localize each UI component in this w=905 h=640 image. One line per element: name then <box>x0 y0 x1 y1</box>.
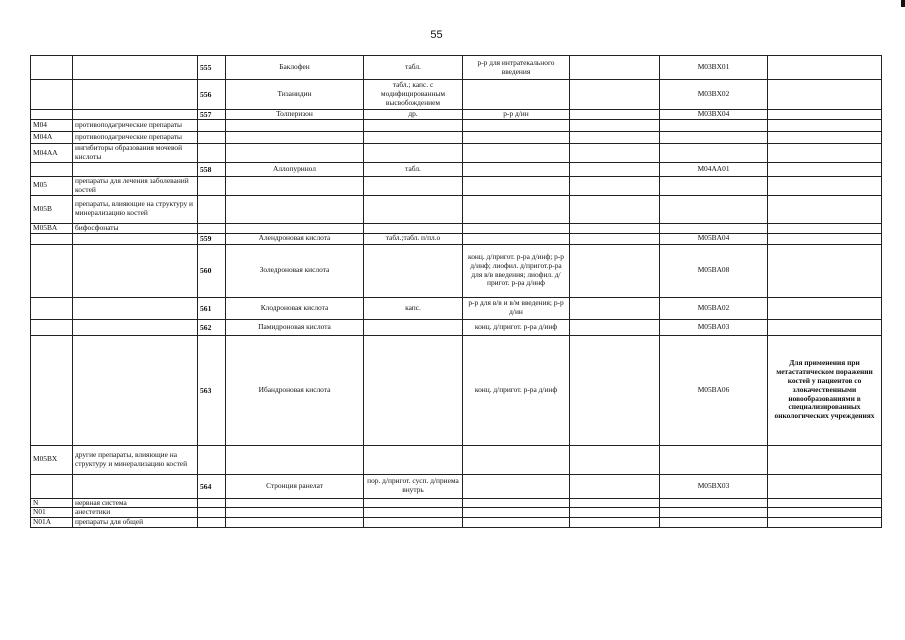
dosage-form-cell <box>364 195 463 223</box>
table-row <box>31 445 882 474</box>
drug-registry-table <box>30 55 882 528</box>
empty-cell <box>570 319 660 335</box>
dosage-form-cell: др. <box>364 110 463 120</box>
dosage-form-extra-cell <box>463 508 570 518</box>
atc-code-cell <box>31 56 73 80</box>
note-cell <box>768 508 882 518</box>
atc-group-name-cell: ингибиторы образования мочевой кислоты <box>73 144 198 163</box>
atc-group-name-cell <box>73 110 198 120</box>
row-number-cell <box>198 498 226 508</box>
note-cell <box>768 162 882 176</box>
empty-cell <box>570 56 660 80</box>
dosage-form-cell <box>364 508 463 518</box>
dosage-form-cell <box>364 120 463 132</box>
row-number-cell <box>198 223 226 233</box>
dosage-form-extra-cell: р-р для в/в и в/м введения; р-р д/ин <box>463 297 570 319</box>
row-number-cell <box>198 195 226 223</box>
atc-drug-code-cell <box>660 176 768 195</box>
empty-cell <box>570 445 660 474</box>
empty-cell <box>570 474 660 498</box>
table-row <box>31 498 882 508</box>
note-cell <box>768 110 882 120</box>
drug-name-cell: Ибандроновая кислота <box>226 335 364 445</box>
note-cell: Для применения при метастатическом поражении костей у пациентов со злокачественными новообразованиями в специализированных онкологических учреждениях <box>768 335 882 445</box>
row-number-cell: 559 <box>198 233 226 244</box>
atc-drug-code-cell <box>660 132 768 144</box>
empty-cell <box>570 110 660 120</box>
empty-cell <box>570 244 660 297</box>
note-cell <box>768 223 882 233</box>
table-row <box>31 518 882 528</box>
atc-code-cell <box>31 162 73 176</box>
dosage-form-cell <box>364 518 463 528</box>
empty-cell <box>570 132 660 144</box>
atc-group-name-cell: анестетики <box>73 508 198 518</box>
atc-drug-code-cell <box>660 518 768 528</box>
row-number-cell: 561 <box>198 297 226 319</box>
dosage-form-extra-cell <box>463 498 570 508</box>
atc-code-cell <box>31 233 73 244</box>
dosage-form-extra-cell <box>463 120 570 132</box>
empty-cell <box>570 144 660 163</box>
drug-name-cell <box>226 176 364 195</box>
atc-group-name-cell <box>73 244 198 297</box>
row-number-cell <box>198 144 226 163</box>
dosage-form-extra-cell <box>463 132 570 144</box>
drug-name-cell: Алендроновая кислота <box>226 233 364 244</box>
dosage-form-extra-cell <box>463 445 570 474</box>
drug-name-cell: Стронция ранелат <box>226 474 364 498</box>
dosage-form-extra-cell: р-р д/ин <box>463 110 570 120</box>
drug-name-cell <box>226 132 364 144</box>
atc-group-name-cell <box>73 319 198 335</box>
atc-group-name-cell: нервная система <box>73 498 198 508</box>
note-cell <box>768 132 882 144</box>
table-row <box>31 319 882 335</box>
dosage-form-extra-cell: конц. д/пригот. р-ра д/инф <box>463 319 570 335</box>
atc-group-name-cell <box>73 474 198 498</box>
dosage-form-cell <box>364 445 463 474</box>
table-row <box>31 297 882 319</box>
dosage-form-cell: табл.; капс. с модифицированным высвобождением <box>364 80 463 110</box>
row-number-cell: 558 <box>198 162 226 176</box>
atc-code-cell <box>31 335 73 445</box>
note-cell <box>768 195 882 223</box>
atc-group-name-cell: другие препараты, влияющие на структуру и минерализацию костей <box>73 445 198 474</box>
drug-name-cell: Памидроновая кислота <box>226 319 364 335</box>
atc-code-cell <box>31 80 73 110</box>
note-cell <box>768 297 882 319</box>
dosage-form-extra-cell <box>463 144 570 163</box>
atc-drug-code-cell <box>660 195 768 223</box>
empty-cell <box>570 195 660 223</box>
dosage-form-cell: табл. <box>364 56 463 80</box>
atc-drug-code-cell: M05BA03 <box>660 319 768 335</box>
row-number-cell <box>198 120 226 132</box>
atc-group-name-cell <box>73 335 198 445</box>
row-number-cell: 563 <box>198 335 226 445</box>
empty-cell <box>570 80 660 110</box>
atc-group-name-cell <box>73 80 198 110</box>
atc-drug-code-cell <box>660 498 768 508</box>
note-cell <box>768 56 882 80</box>
atc-code-cell: M05 <box>31 176 73 195</box>
empty-cell <box>570 233 660 244</box>
empty-cell <box>570 120 660 132</box>
dosage-form-extra-cell: р-р для интратекального введения <box>463 56 570 80</box>
corner-mark <box>901 0 905 7</box>
dosage-form-cell <box>364 132 463 144</box>
atc-code-cell: N01 <box>31 508 73 518</box>
empty-cell <box>570 498 660 508</box>
atc-drug-code-cell <box>660 223 768 233</box>
atc-code-cell: M04A <box>31 132 73 144</box>
note-cell <box>768 144 882 163</box>
dosage-form-extra-cell <box>463 80 570 110</box>
atc-drug-code-cell: M05BX03 <box>660 474 768 498</box>
note-cell <box>768 474 882 498</box>
dosage-form-extra-cell: конц. д/пригот. р-ра д/инф; р-р д/инф; лиофил. д/пригот.р-ра для в/в введения; лиофил. д/пригот. р-ра д/инф <box>463 244 570 297</box>
dosage-form-extra-cell: конц. д/пригот. р-ра д/инф <box>463 335 570 445</box>
atc-code-cell: M05BA <box>31 223 73 233</box>
row-number-cell: 564 <box>198 474 226 498</box>
row-number-cell: 562 <box>198 319 226 335</box>
drug-name-cell <box>226 144 364 163</box>
row-number-cell <box>198 445 226 474</box>
note-cell <box>768 319 882 335</box>
note-cell <box>768 120 882 132</box>
dosage-form-extra-cell <box>463 474 570 498</box>
dosage-form-cell <box>364 498 463 508</box>
atc-code-cell <box>31 297 73 319</box>
atc-code-cell: N01A <box>31 518 73 528</box>
dosage-form-extra-cell <box>463 162 570 176</box>
atc-group-name-cell: противоподагрические препараты <box>73 132 198 144</box>
atc-drug-code-cell: M05BA08 <box>660 244 768 297</box>
atc-drug-code-cell: M03BX01 <box>660 56 768 80</box>
table-row <box>31 80 882 110</box>
atc-code-cell: N <box>31 498 73 508</box>
atc-group-name-cell <box>73 233 198 244</box>
empty-cell <box>570 223 660 233</box>
atc-code-cell: M05B <box>31 195 73 223</box>
drug-name-cell <box>226 445 364 474</box>
table-row <box>31 233 882 244</box>
atc-code-cell <box>31 474 73 498</box>
row-number-cell: 556 <box>198 80 226 110</box>
table-row <box>31 56 882 80</box>
note-cell <box>768 498 882 508</box>
atc-code-cell: M04AA <box>31 144 73 163</box>
dosage-form-extra-cell <box>463 233 570 244</box>
drug-name-cell <box>226 195 364 223</box>
table-row <box>31 244 882 297</box>
dosage-form-cell <box>364 335 463 445</box>
empty-cell <box>570 518 660 528</box>
drug-name-cell: Толперизон <box>226 110 364 120</box>
empty-cell <box>570 335 660 445</box>
table-row <box>31 508 882 518</box>
dosage-form-extra-cell <box>463 176 570 195</box>
table-row <box>31 176 882 195</box>
atc-drug-code-cell: M04AA01 <box>660 162 768 176</box>
dosage-form-cell <box>364 176 463 195</box>
atc-group-name-cell <box>73 56 198 80</box>
dosage-form-cell: табл. <box>364 162 463 176</box>
note-cell <box>768 445 882 474</box>
table-row <box>31 223 882 233</box>
drug-name-cell <box>226 508 364 518</box>
table-row <box>31 335 882 445</box>
note-cell <box>768 176 882 195</box>
drug-name-cell <box>226 518 364 528</box>
dosage-form-cell <box>364 223 463 233</box>
dosage-form-cell <box>364 244 463 297</box>
atc-drug-code-cell <box>660 144 768 163</box>
atc-drug-code-cell <box>660 508 768 518</box>
atc-group-name-cell: препараты для лечения заболеваний костей <box>73 176 198 195</box>
atc-drug-code-cell: M03BX02 <box>660 80 768 110</box>
atc-group-name-cell <box>73 297 198 319</box>
empty-cell <box>570 297 660 319</box>
atc-code-cell: M04 <box>31 120 73 132</box>
page-number: 55 <box>430 29 443 41</box>
dosage-form-cell: табл.;табл. п/пл.о <box>364 233 463 244</box>
drug-name-cell <box>226 223 364 233</box>
table-row <box>31 195 882 223</box>
atc-group-name-cell: противоподагрические препараты <box>73 120 198 132</box>
dosage-form-cell: капс. <box>364 297 463 319</box>
dosage-form-cell <box>364 319 463 335</box>
drug-name-cell: Баклофен <box>226 56 364 80</box>
drug-name-cell: Клодроновая кислота <box>226 297 364 319</box>
atc-drug-code-cell: M05BA06 <box>660 335 768 445</box>
drug-name-cell: Золедроновая кислота <box>226 244 364 297</box>
table-body <box>31 56 882 528</box>
row-number-cell: 557 <box>198 110 226 120</box>
table-row <box>31 110 882 120</box>
drug-name-cell <box>226 120 364 132</box>
row-number-cell <box>198 508 226 518</box>
atc-drug-code-cell: M05BA02 <box>660 297 768 319</box>
row-number-cell <box>198 132 226 144</box>
atc-code-cell <box>31 244 73 297</box>
row-number-cell: 560 <box>198 244 226 297</box>
atc-code-cell <box>31 319 73 335</box>
dosage-form-extra-cell <box>463 195 570 223</box>
table-row <box>31 162 882 176</box>
empty-cell <box>570 508 660 518</box>
empty-cell <box>570 176 660 195</box>
atc-code-cell <box>31 110 73 120</box>
atc-drug-code-cell <box>660 120 768 132</box>
table-row <box>31 144 882 163</box>
drug-name-cell: Тизанидин <box>226 80 364 110</box>
atc-group-name-cell: препараты для общей <box>73 518 198 528</box>
atc-group-name-cell <box>73 162 198 176</box>
row-number-cell <box>198 176 226 195</box>
table-row <box>31 474 882 498</box>
atc-group-name-cell: препараты, влияющие на структуру и минерализацию костей <box>73 195 198 223</box>
dosage-form-cell <box>364 144 463 163</box>
row-number-cell <box>198 518 226 528</box>
table-row <box>31 120 882 132</box>
atc-code-cell: M05BX <box>31 445 73 474</box>
note-cell <box>768 233 882 244</box>
note-cell <box>768 518 882 528</box>
dosage-form-extra-cell <box>463 518 570 528</box>
atc-drug-code-cell <box>660 445 768 474</box>
row-number-cell: 555 <box>198 56 226 80</box>
empty-cell <box>570 162 660 176</box>
dosage-form-extra-cell <box>463 223 570 233</box>
atc-drug-code-cell: M03BX04 <box>660 110 768 120</box>
dosage-form-cell: пор. д/пригот. сусп. д/приема внутрь <box>364 474 463 498</box>
table-row <box>31 132 882 144</box>
drug-name-cell: Аллопуринол <box>226 162 364 176</box>
note-cell <box>768 80 882 110</box>
atc-drug-code-cell: M05BA04 <box>660 233 768 244</box>
atc-group-name-cell: бифосфонаты <box>73 223 198 233</box>
drug-name-cell <box>226 498 364 508</box>
note-cell <box>768 244 882 297</box>
